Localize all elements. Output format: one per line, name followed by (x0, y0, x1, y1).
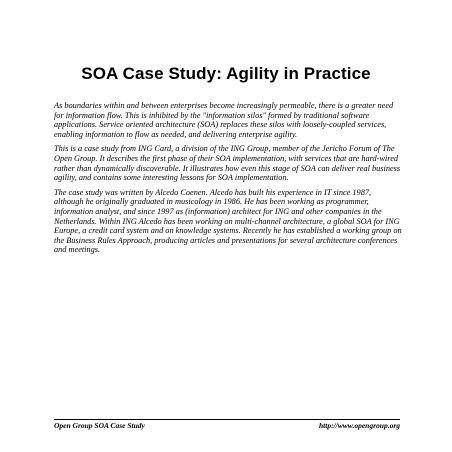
page-title: SOA Case Study: Agility in Practice (81, 64, 371, 83)
footer-divider (54, 419, 400, 420)
footer-url: http://www.opengroup.org (319, 421, 400, 430)
paragraph-author: The case study was written by Alcedo Coenen. Alcedo has built his experience in IT since 1987, although he originally graduated in musicology in 1986. He has been working as programmer, information analyst, and since 1997 as (information) architect for ING and other companies in the Netherlands. Within ING Alcedo has been working on multi-channel architecture, a global SOA for ING Europe, a credit card system and on knowledge systems. Recently he has established a working group on the Business Rules Approach, producing articles and presentations for several architecture conferences and meetings. (54, 187, 402, 255)
body-text (54, 101, 402, 260)
paragraph-case-study: This is a case study from ING Card, a division of the ING Group, member of the Jericho Forum of The Open Group. It describes the first phase of their SOA implementation, with services that are hard-wired rather than dynamically discoverable. It illustrates how even this stage of SOA can deliver real business agility, and contains some interesting lessons for SOA implementation. (54, 144, 401, 183)
paragraph-intro: As boundaries within and between enterprises become increasingly permeable, there is a greater need for information flow. This is inhibited by the "information silos" formed by traditional software applications. Service oriented architecture (SOA) replaces these silos with loosely-coupled services, enabling information to flow as needed, and delivering enterprise agility. (54, 101, 394, 139)
footer-publication-name: Open Group SOA Case Study (54, 421, 145, 430)
